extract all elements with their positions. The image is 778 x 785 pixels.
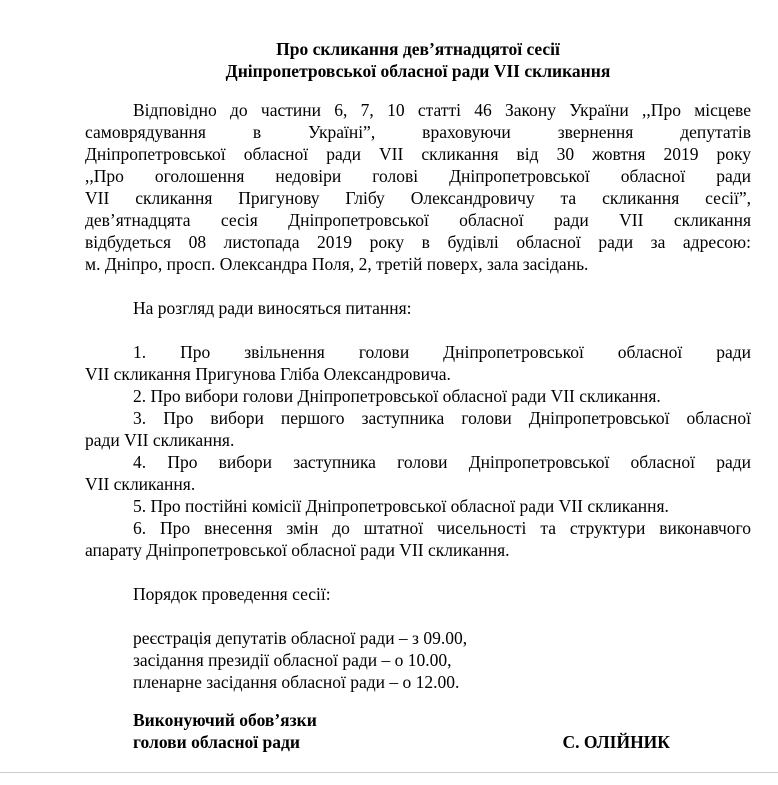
agenda-list <box>85 341 751 561</box>
agenda-line: 6. Про внесення змін до штатної чисельності та структури виконавчого <box>133 518 751 538</box>
paragraph-line: VII скликання Пригунову Глібу Олександровичу та скликання сесії”, <box>85 188 751 208</box>
signature-block <box>85 709 751 753</box>
paragraph-line: дев’ятнадцята сесія Дніпропетровської обласної ради VII скликання <box>85 210 751 230</box>
document-title <box>85 38 751 82</box>
intro-paragraph <box>85 99 751 275</box>
agenda-line: ради VII скликання. <box>85 430 235 450</box>
paragraph-line: Дніпропетровської обласної ради VII скликання від 30 жовтня 2019 року <box>85 144 751 164</box>
agenda-line: 1. Про звільнення голови Дніпропетровської обласної ради <box>133 342 751 362</box>
paragraph-line: м. Дніпро, просп. Олександра Поля, 2, третій поверх, зала засідань. <box>85 254 589 274</box>
page-bottom-divider <box>0 772 778 773</box>
schedule-line: реєстрація депутатів обласної ради – з 09.00, <box>133 628 468 648</box>
schedule-line: засідання президії обласної ради – о 10.00, <box>133 650 452 670</box>
signature-name: С. ОЛІЙНИК <box>562 732 670 752</box>
session-order-heading: Порядок проведення сесії: <box>133 584 331 604</box>
agenda-line: 2. Про вибори голови Дніпропетровської обласної ради VII скликання. <box>133 386 661 406</box>
session-schedule <box>85 627 751 693</box>
agenda-line: VII скликання. <box>85 474 196 494</box>
signature-title-line2: голови обласної ради <box>133 732 300 752</box>
signature-title-line1: Виконуючий обов’язки <box>133 710 317 730</box>
paragraph-line: Відповідно до частини 6, 7, 10 статті 46 Закону України ,,Про місцеве <box>133 100 751 120</box>
agenda-line: 3. Про вибори першого заступника голови Дніпропетровської обласної <box>133 408 751 428</box>
paragraph-line: самоврядування в Україні”, враховуючи звернення депутатів <box>85 122 751 142</box>
agenda-intro-line: На розгляд ради виносяться питання: <box>133 298 412 318</box>
document-title-line1: Про скликання дев’ятнадцятої сесії <box>276 39 560 59</box>
agenda-line: 5. Про постійні комісії Дніпропетровської обласної ради VII скликання. <box>133 496 669 516</box>
agenda-line: 4. Про вибори заступника голови Дніпропетровської обласної ради <box>133 452 751 472</box>
document-content <box>85 38 751 753</box>
agenda-line: VII скликання Пригунова Гліба Олександровича. <box>85 364 451 384</box>
schedule-line: пленарне засідання обласної ради – о 12.00. <box>133 672 460 692</box>
document-title-line2: Дніпропетровської обласної ради VII скликання <box>225 61 611 81</box>
agenda-line: апарату Дніпропетровської обласної ради VII скликання. <box>85 540 510 560</box>
paragraph-line: ,,Про оголошення недовіри голові Дніпропетровської обласної ради <box>85 166 751 186</box>
paragraph-line: відбудеться 08 листопада 2019 року в будівлі обласної ради за адресою: <box>85 232 751 252</box>
signature-row <box>85 731 751 753</box>
